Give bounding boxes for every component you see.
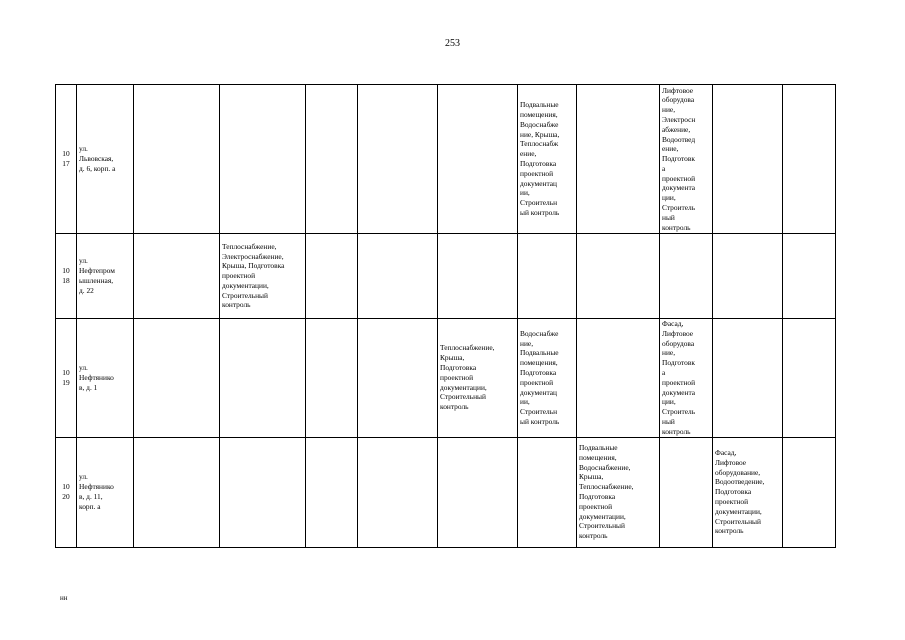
work-cell [660,437,713,547]
work-cell: Подвальные помещения, Водоснабже ние, Крыша, Теплоснабж ение, Подготовка проектной документац ии, Строительн ый контроль [518,85,577,234]
work-cell: Фасад, Лифтовое оборудование, Водоотведение, Подготовка проектной документации, Строительный контроль [713,437,783,547]
work-cell: Теплоснабжение, Электроснабжение, Крыша, Подготовка проектной документации, Строительный контроль [220,234,306,319]
work-cell: Водоснабже ние, Подвальные помещения, Подготовка проектной документац ии, Строительн ый контроль [518,319,577,438]
address-cell: ул. Нефтянико в, д. 1 [77,319,134,438]
work-cell [518,234,577,319]
page-number: 253 [445,38,460,49]
work-cell [358,85,438,234]
table-row [56,234,836,319]
work-cell [358,234,438,319]
table-row [56,319,836,438]
work-cell [577,234,660,319]
row-number: 10 20 [56,437,77,547]
work-cell [306,437,358,547]
address-cell: ул. Нефтянико в, д. 11, корп. а [77,437,134,547]
work-cell [134,437,220,547]
work-cell [358,319,438,438]
table-row [56,437,836,547]
work-cell [783,85,836,234]
work-cell [783,437,836,547]
capital-repair-table [55,84,836,548]
work-cell [134,85,220,234]
row-number: 10 18 [56,234,77,319]
work-cell [134,319,220,438]
address-cell: ул. Нефтепром ышленная, д. 22 [77,234,134,319]
work-cell: Подвальные помещения, Водоснабжение, Крыша, Теплоснабжение, Подготовка проектной документации, Строительный контроль [577,437,660,547]
address-cell: ул. Львовская, д. 6, корп. а [77,85,134,234]
work-cell: Лифтовое оборудова ние, Электросн абжение, Водоотвед ение, Подготовк а проектной документа ции, Строитель ный контроль [660,85,713,234]
work-cell [220,437,306,547]
work-cell [220,319,306,438]
table-row [56,85,836,234]
work-cell [438,234,518,319]
work-cell [306,319,358,438]
work-cell [577,319,660,438]
footer-mark: нн [60,594,68,602]
work-cell [306,234,358,319]
work-cell [713,319,783,438]
work-cell [306,85,358,234]
work-cell [358,437,438,547]
work-cell [438,85,518,234]
work-cell [134,234,220,319]
row-number: 10 17 [56,85,77,234]
work-cell [713,85,783,234]
work-cell [220,85,306,234]
work-cell [577,85,660,234]
work-cell [783,234,836,319]
work-cell [438,437,518,547]
work-cell [783,319,836,438]
work-cell [518,437,577,547]
work-cell: Теплоснабжение, Крыша, Подготовка проектной документации, Строительный контроль [438,319,518,438]
work-cell: Фасад, Лифтовое оборудова ние, Подготовк а проектной документа ции, Строитель ный контроль [660,319,713,438]
row-number: 10 19 [56,319,77,438]
work-cell [713,234,783,319]
work-cell [660,234,713,319]
